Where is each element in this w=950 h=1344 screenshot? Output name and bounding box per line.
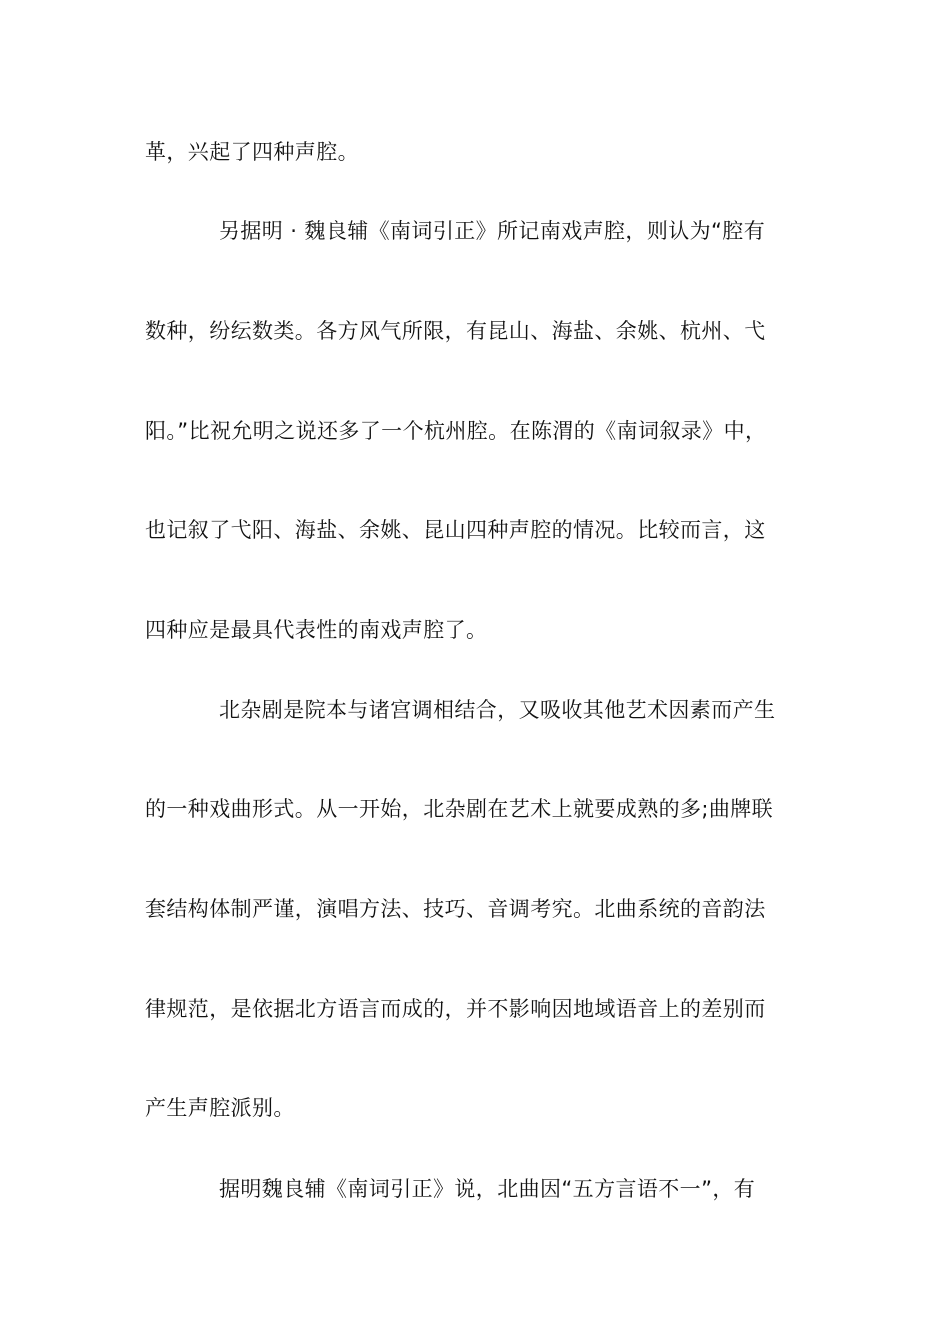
text-line-9: 套结构体制严谨，演唱方法、技巧、音调考究。北曲系统的音韵法 xyxy=(145,897,766,921)
text-line-7: 北杂剧是院本与诸宫调相结合，又吸收其他艺术因素而产生 xyxy=(219,698,776,722)
text-line-11: 产生声腔派别。 xyxy=(145,1096,295,1120)
text-line-3: 数种，纷纭数类。各方风气所限，有昆山、海盐、余姚、杭州、弋 xyxy=(145,319,766,343)
text-line-6: 四种应是最具代表性的南戏声腔了。 xyxy=(145,618,488,642)
text-line-10: 律规范，是依据北方语言而成的，并不影响因地域语音上的差别而 xyxy=(145,997,766,1021)
text-line-5: 也记叙了弋阳、海盐、余姚、昆山四种声腔的情况。比较而言，这 xyxy=(145,518,766,542)
text-line-12: 据明魏良辅《南词引正》说，北曲因“五方言语不一”，有 xyxy=(219,1177,756,1201)
text-line-1: 革，兴起了四种声腔。 xyxy=(145,140,359,164)
text-line-4: 阳。”比祝允明之说还多了一个杭州腔。在陈渭的《南词叙录》中， xyxy=(145,419,767,443)
text-line-2: 另据明 · 魏良辅《南词引正》所记南戏声腔，则认为“腔有 xyxy=(219,219,766,243)
text-line-8: 的一种戏曲形式。从一开始，北杂剧在艺术上就要成熟的多;曲牌联 xyxy=(145,797,774,821)
